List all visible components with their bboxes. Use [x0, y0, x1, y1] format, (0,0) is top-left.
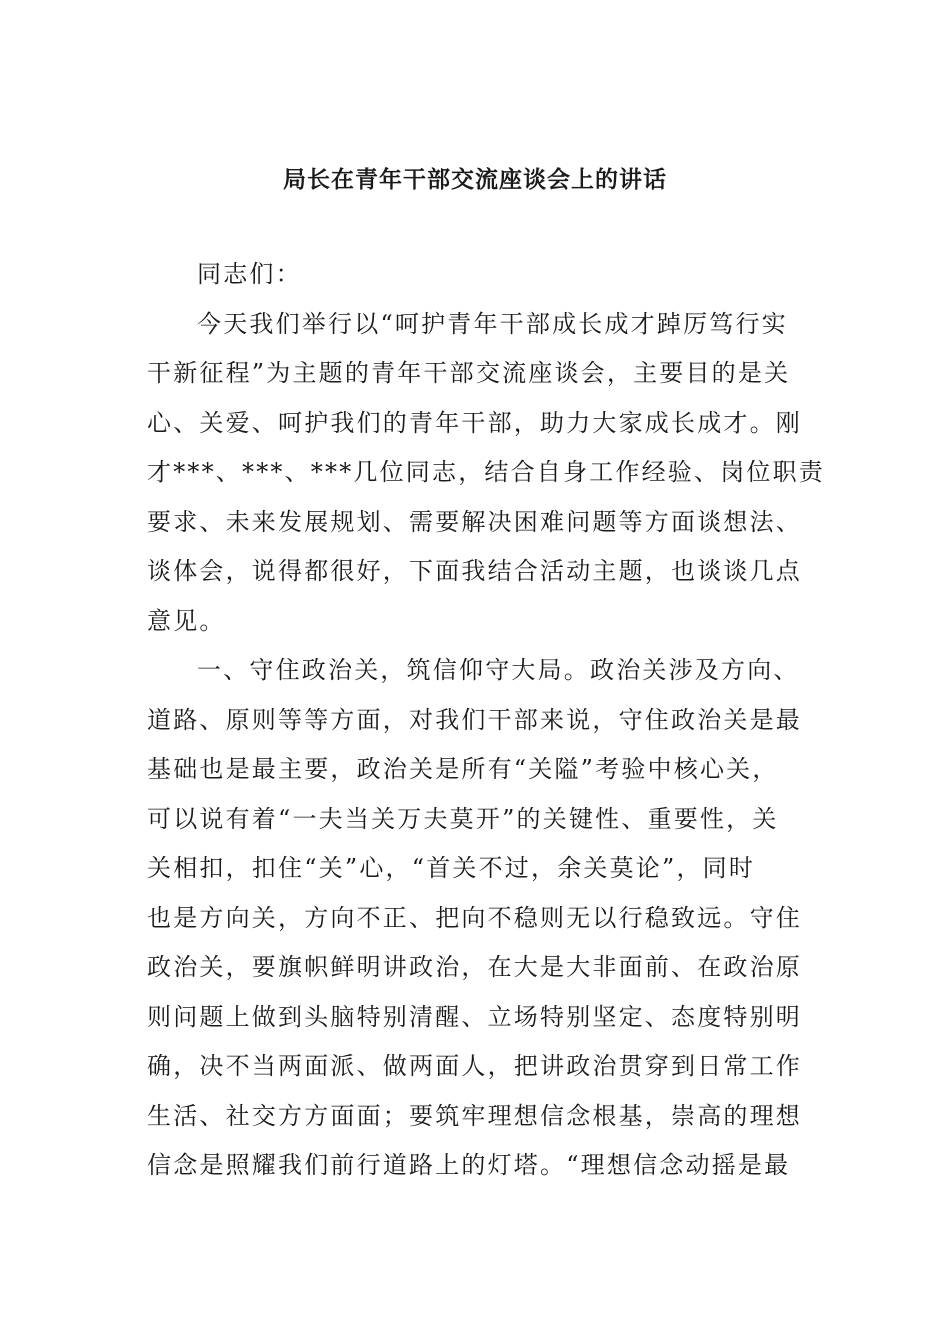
document-title: 局长在青年干部交流座谈会上的讲话 [283, 167, 667, 193]
paragraph-line: 可以说有着“一夫当关万夫莫开”的关键性、重要性，关 [147, 804, 779, 833]
paragraph-line: 信念是照耀我们前行道路上的灯塔。“理想信念动摇是最 [147, 1151, 791, 1179]
paragraph-line: 心、关爱、呵护我们的青年干部，助力大家成长成才。刚 [147, 408, 802, 437]
salutation-line: 同志们： [197, 260, 302, 288]
paragraph-line: 基础也是最主要，政治关是所有“关隘”考验中核心关， [147, 755, 779, 783]
paragraph-line: 则问题上做到头脑特别清醒、立场特别坚定、态度特别明 [147, 1002, 802, 1031]
paragraph-line: 关相扣，扣住“关”心，“首关不过，余关莫论”，同时 [147, 854, 756, 882]
paragraph-line: 意见。 [147, 606, 226, 635]
paragraph-line: 谈体会，说得都很好，下面我结合活动主题，也谈谈几点 [147, 557, 802, 585]
paragraph-line: 也是方向关，方向不正、把向不稳则无以行稳致远。守住 [147, 903, 802, 932]
paragraph-line: 今天我们举行以“呵护青年干部成长成才踔厉笃行实 [197, 309, 788, 338]
paragraph-line: 才***、***、***几位同志，结合自身工作经验、岗位职责 [147, 458, 825, 486]
paragraph-line: 一、守住政治关，筑信仰守大局。政治关涉及方向、 [197, 656, 800, 684]
document-body [147, 250, 825, 1191]
paragraph-line: 要求、未来发展规划、需要解决困难问题等方面谈想法、 [147, 507, 802, 536]
paragraph-line: 道路、原则等等方面，对我们干部来说，守住政治关是最 [147, 705, 802, 734]
paragraph-line: 生活、社交方方面面；要筑牢理想信念根基，崇高的理想 [147, 1101, 802, 1130]
paragraph-line: 干新征程”为主题的青年干部交流座谈会，主要目的是关 [147, 359, 791, 387]
paragraph-line: 政治关，要旗帜鲜明讲政治，在大是大非面前、在政治原 [147, 953, 802, 981]
paragraph-line: 确，决不当两面派、做两面人，把讲政治贯穿到日常工作 [147, 1052, 802, 1080]
